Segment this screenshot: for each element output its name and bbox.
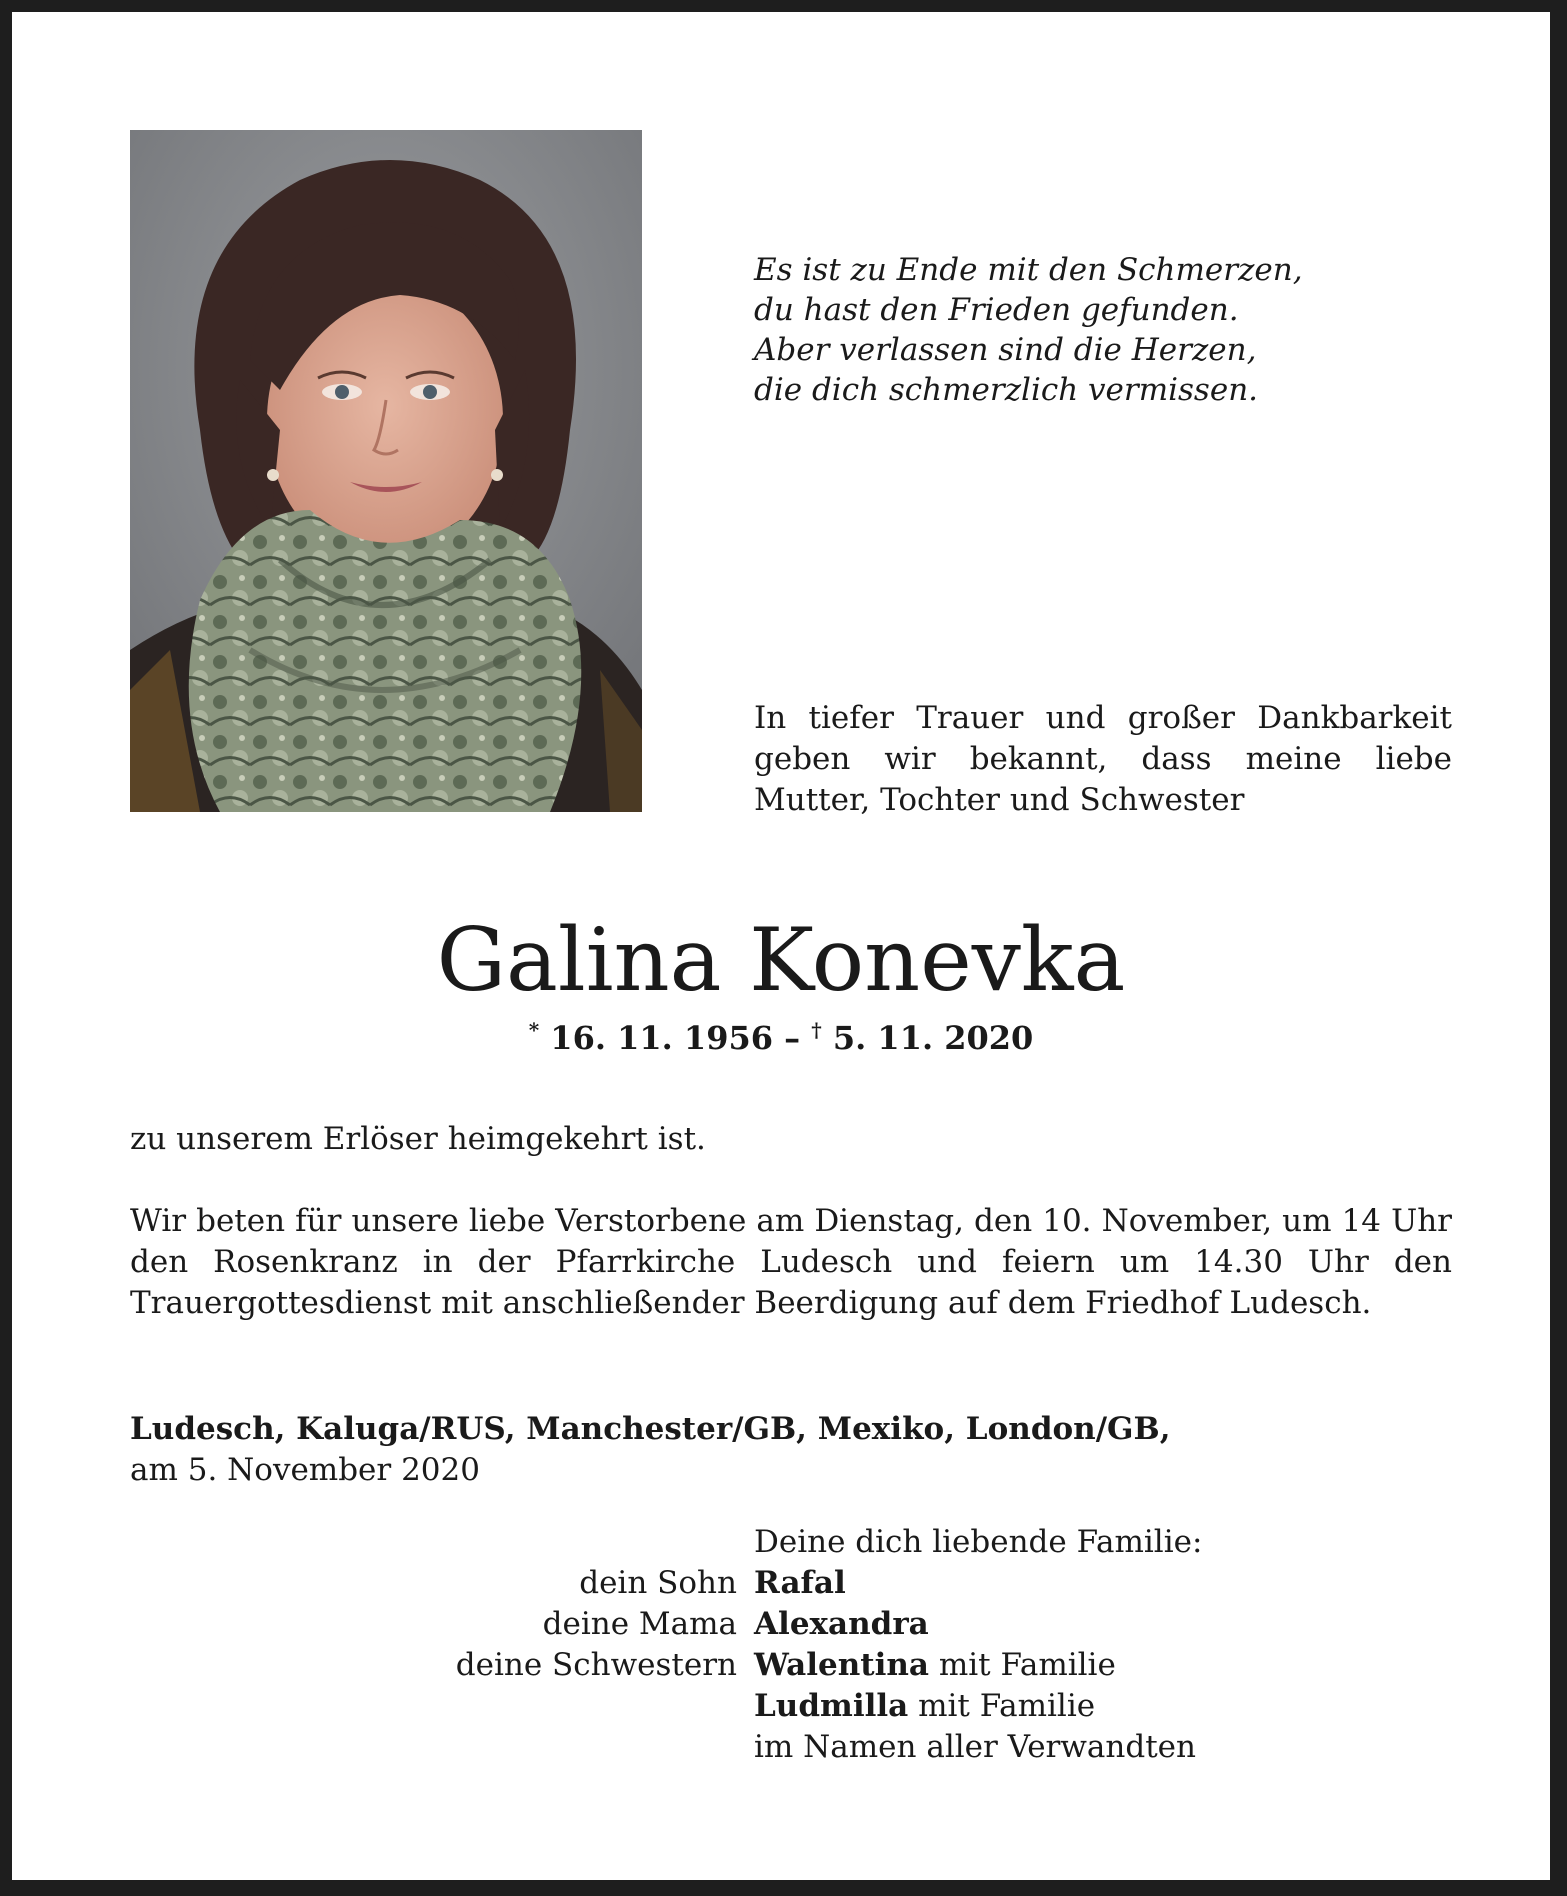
family-member-row: [12, 1645, 1550, 1686]
date-separator: –: [772, 1019, 812, 1057]
family-person: [754, 1604, 929, 1645]
place-and-date: [130, 1409, 1171, 1491]
family-member-name: Alexandra: [754, 1606, 929, 1642]
family-closing-row: [12, 1727, 1550, 1768]
announcement-intro: In tiefer Trauer und großer Dankbarkeit geben wir bekannt, dass meine liebe Mutter, Tochter und Schwester: [754, 700, 1452, 818]
poem-line: du hast den Frieden gefunden.: [754, 292, 1239, 328]
family-relation: deine Mama: [542, 1606, 737, 1642]
family-person: [754, 1645, 1116, 1686]
family-person: [754, 1563, 846, 1604]
family-closing: im Namen aller Verwandten: [754, 1729, 1196, 1765]
family-member-suffix: mit Familie: [908, 1688, 1096, 1724]
family-member-name: Walentina: [754, 1647, 929, 1683]
obituary-card: [12, 12, 1550, 1880]
poem-line: Es ist zu Ende mit den Schmerzen,: [754, 252, 1303, 288]
family-person: [754, 1686, 1095, 1727]
family-member-row: [12, 1686, 1550, 1727]
poem-line: Aber verlassen sind die Herzen,: [754, 332, 1257, 368]
service-details: Wir beten für unsere liebe Verstorbene am Dienstag, den 10. November, um 14 Uhr den Rosenkranz in der Pfarrkirche Ludesch und feiern um 14.30 Uhr den Trauergottesdienst mit anschließender Beerdigung auf dem Friedhof Ludesch.: [130, 1203, 1452, 1321]
family-heading: Deine dich liebende Familie:: [754, 1524, 1203, 1560]
family-member-row: [12, 1604, 1550, 1645]
birth-date: 16. 11. 1956: [550, 1019, 773, 1057]
death-date: 5. 11. 2020: [832, 1019, 1034, 1057]
poem: [754, 250, 1454, 410]
family-member-name: Rafal: [754, 1565, 846, 1601]
family-member-name: Ludmilla: [754, 1688, 909, 1724]
family-relation: dein Sohn: [579, 1565, 737, 1601]
places-line: Ludesch, Kaluga/RUS, Manchester/GB, Mexiko, London/GB,: [130, 1411, 1171, 1447]
life-dates: [12, 1018, 1550, 1057]
announcement-continuation: zu unserem Erlöser heimgekehrt ist.: [130, 1121, 706, 1157]
family-relation: deine Schwestern: [455, 1647, 737, 1683]
portrait-photo: [130, 130, 642, 812]
family-member-row: [12, 1563, 1550, 1604]
death-symbol: †: [811, 1018, 822, 1042]
family-member-suffix: mit Familie: [928, 1647, 1116, 1683]
deceased-name: Galina Konevka: [436, 909, 1126, 1011]
date-line: am 5. November 2020: [130, 1452, 480, 1488]
poem-line: die dich schmerzlich vermissen.: [754, 372, 1259, 408]
birth-symbol: *: [528, 1018, 540, 1042]
portrait-image: [130, 130, 642, 812]
